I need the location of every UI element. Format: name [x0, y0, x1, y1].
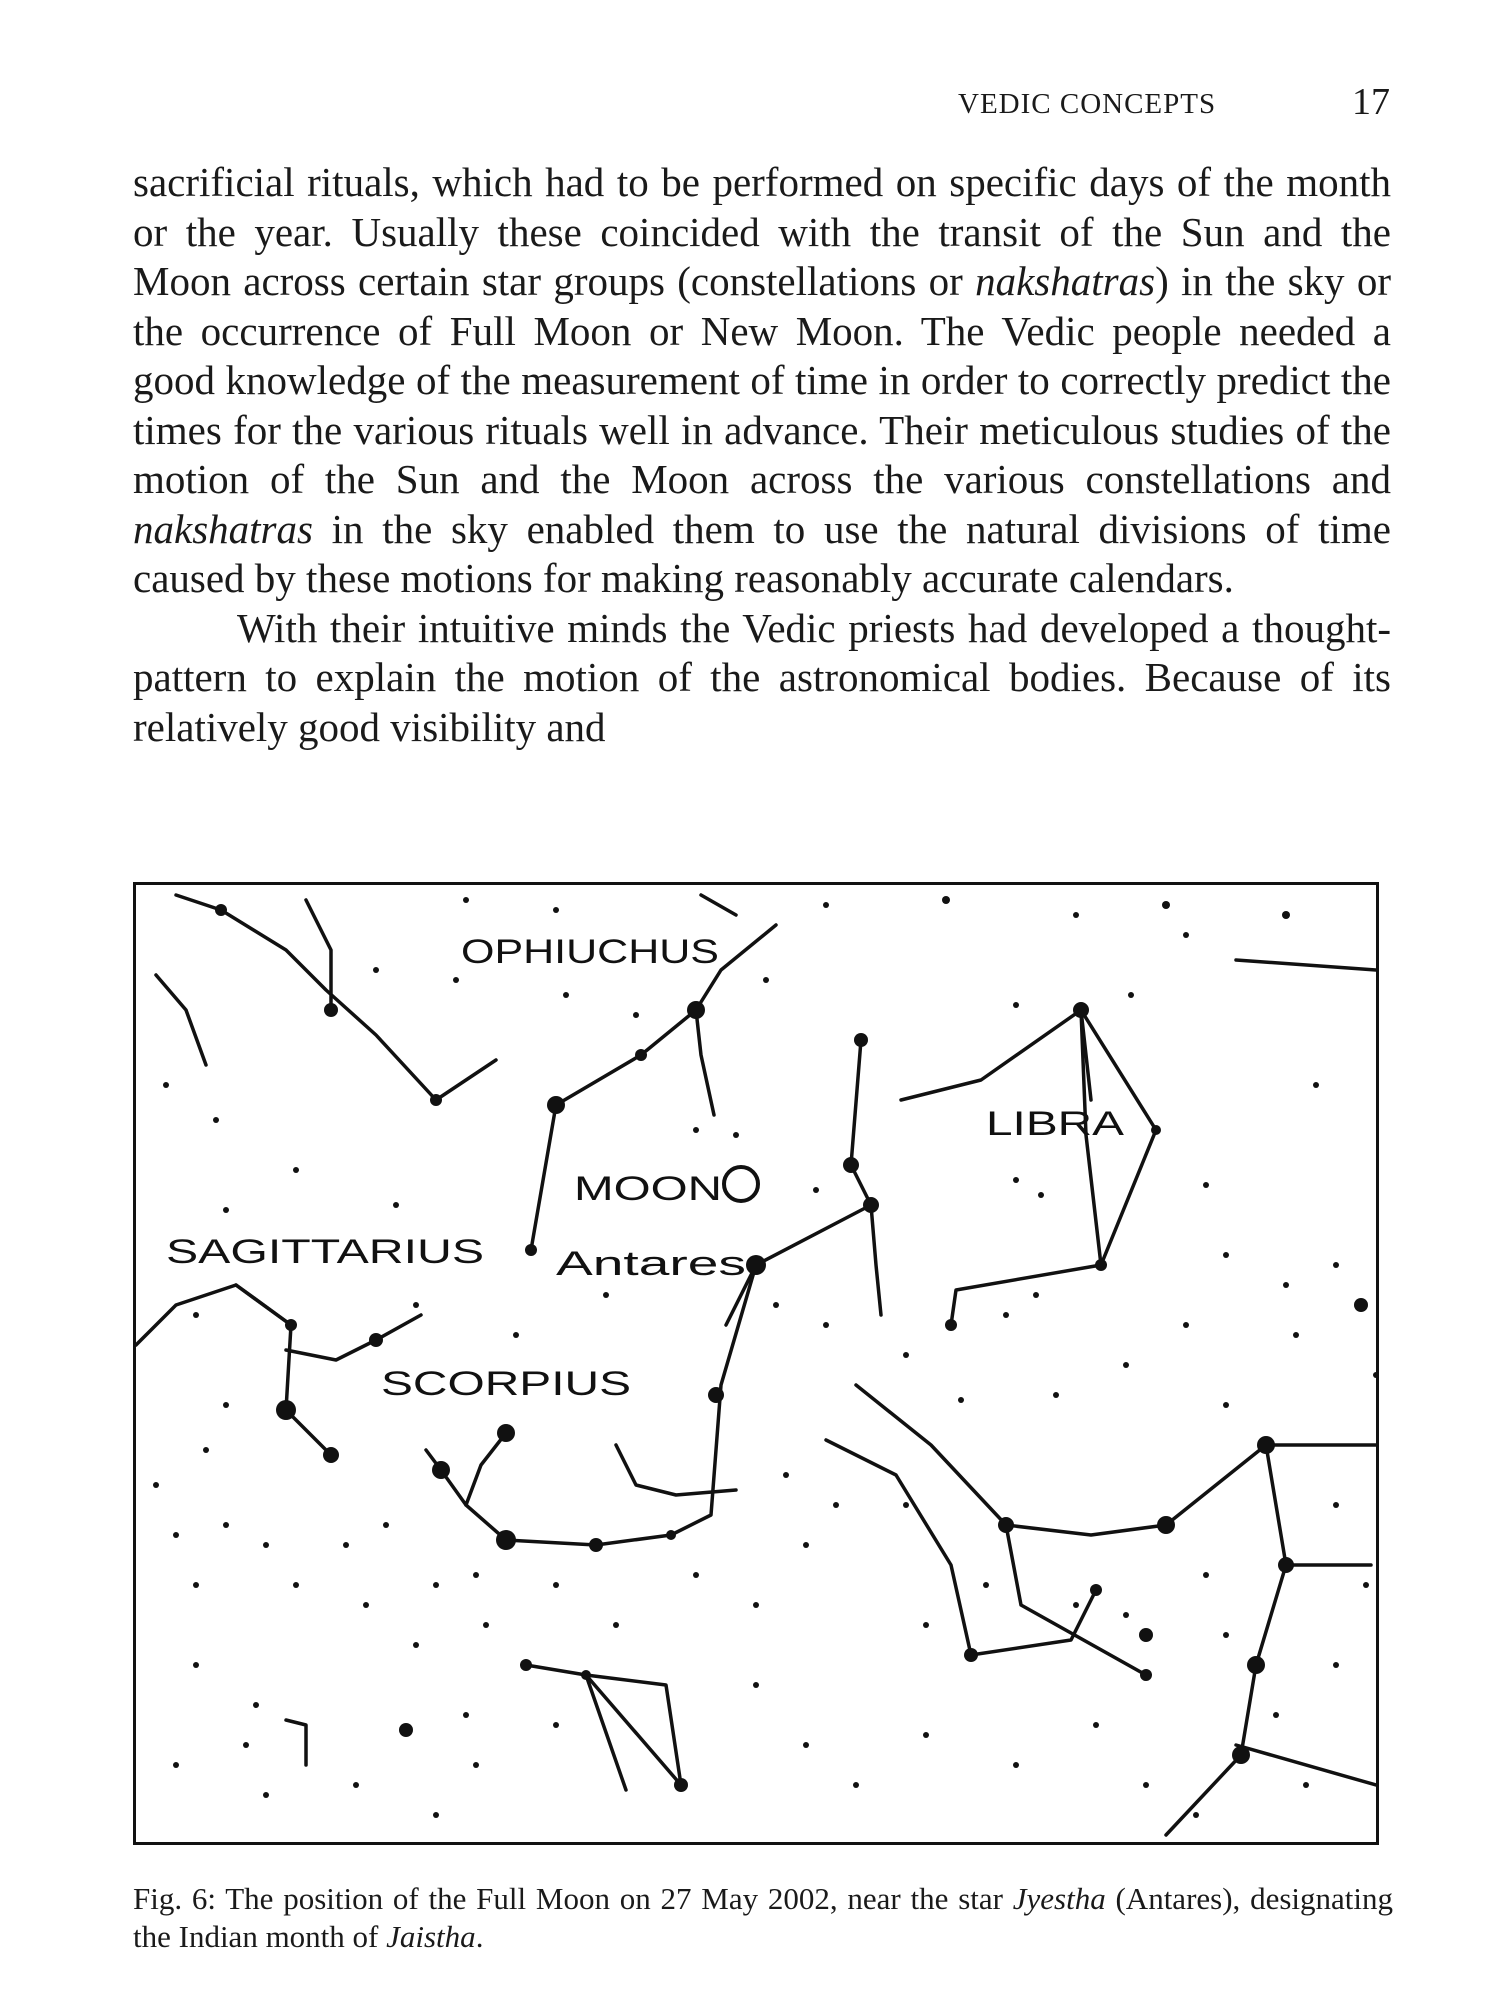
star — [413, 1302, 419, 1308]
star — [753, 1602, 759, 1608]
star — [1293, 1332, 1299, 1338]
libra-line-d — [951, 1265, 1101, 1325]
star — [324, 1003, 338, 1017]
star — [1313, 1082, 1319, 1088]
label-scorpius: SCORPIUS — [381, 1365, 631, 1403]
star — [383, 1522, 389, 1528]
lower-right-line-e — [1166, 1565, 1286, 1835]
star — [1333, 1662, 1339, 1668]
star — [1128, 992, 1134, 998]
star — [958, 1397, 964, 1403]
sagittarius-line-a — [136, 1285, 331, 1455]
faint-stars — [153, 896, 1376, 1818]
star — [589, 1538, 603, 1552]
star — [285, 1319, 297, 1331]
label-moon: MOON — [574, 1170, 722, 1208]
star — [433, 1812, 439, 1818]
star — [353, 1782, 359, 1788]
star — [520, 1659, 532, 1671]
star — [193, 1312, 199, 1318]
scorpius-line-a — [851, 1040, 871, 1205]
star — [393, 1202, 399, 1208]
star — [553, 907, 559, 913]
star — [173, 1762, 179, 1768]
star — [1363, 1582, 1369, 1588]
star — [293, 1167, 299, 1173]
star — [1038, 1192, 1044, 1198]
star — [1333, 1262, 1339, 1268]
star — [263, 1542, 269, 1548]
star — [923, 1622, 929, 1628]
star — [1143, 1782, 1149, 1788]
star — [903, 1502, 909, 1508]
star — [708, 1387, 724, 1403]
star — [666, 1530, 676, 1540]
star — [193, 1582, 199, 1588]
star — [163, 1082, 169, 1088]
figure-caption: Fig. 6: The position of the Full Moon on 27 May 2002, near the star Jyestha (Antares), designating the Indian month of Jaistha. — [133, 1881, 1393, 1954]
star — [496, 1530, 516, 1550]
sagittarius-line-c — [236, 1285, 291, 1325]
right-edge-line — [1236, 960, 1376, 970]
ophiuchus-line-a — [176, 895, 436, 1100]
running-head-section: VEDIC CONCEPTS — [958, 88, 1217, 120]
label-antares: Antares — [556, 1245, 746, 1283]
italic-term: Jaistha — [386, 1919, 476, 1954]
label-ophiuchus: OPHIUCHUS — [461, 933, 719, 971]
star — [497, 1424, 515, 1442]
star — [1354, 1298, 1368, 1312]
star — [473, 1572, 479, 1578]
lower-left-line-a — [526, 1665, 681, 1790]
star — [1073, 1602, 1079, 1608]
star — [399, 1723, 413, 1737]
moon-icon — [724, 1167, 758, 1201]
star — [413, 1642, 419, 1648]
star — [1223, 1632, 1229, 1638]
star — [547, 1096, 565, 1114]
star — [1273, 1712, 1279, 1718]
star — [1223, 1252, 1229, 1258]
bottom-star-line — [286, 1720, 306, 1765]
star — [923, 1732, 929, 1738]
ophiuchus-line-b — [306, 900, 331, 1010]
star — [1257, 1436, 1275, 1454]
star — [563, 992, 569, 998]
star — [483, 1622, 489, 1628]
star — [525, 1244, 537, 1256]
star — [1282, 911, 1290, 919]
bright-stars — [215, 904, 1368, 1792]
star — [263, 1792, 269, 1798]
star — [463, 1712, 469, 1718]
star — [733, 1132, 739, 1138]
star — [1203, 1182, 1209, 1188]
star — [603, 1292, 609, 1298]
star — [293, 1582, 299, 1588]
star — [1232, 1746, 1250, 1764]
star — [783, 1472, 789, 1478]
italic-term: nakshatras — [975, 258, 1156, 304]
star — [945, 1319, 957, 1331]
ophiuchus-line-c — [436, 1060, 496, 1100]
star — [1283, 1282, 1289, 1288]
star — [1183, 1322, 1189, 1328]
star — [635, 1049, 647, 1061]
star — [693, 1127, 699, 1133]
star — [693, 1572, 699, 1578]
star — [193, 1662, 199, 1668]
star — [687, 1001, 705, 1019]
lower-right-line-f — [1236, 1745, 1376, 1785]
scorpius-line-d — [426, 1265, 756, 1545]
ophiuchus-line-g — [701, 895, 736, 915]
star — [153, 1482, 159, 1488]
lower-right-line-c — [1006, 1445, 1376, 1535]
constellation-lines — [136, 895, 1376, 1835]
star — [753, 1682, 759, 1688]
star — [1247, 1656, 1265, 1674]
star — [432, 1461, 450, 1479]
star — [1140, 1669, 1152, 1681]
star — [746, 1255, 766, 1275]
star — [998, 1517, 1014, 1533]
star — [223, 1402, 229, 1408]
star — [1033, 1292, 1039, 1298]
star — [674, 1778, 688, 1792]
star — [854, 1033, 868, 1047]
italic-term: nakshatras — [133, 505, 313, 552]
star — [1093, 1722, 1099, 1728]
star — [633, 1012, 639, 1018]
star — [373, 967, 379, 973]
star — [203, 1447, 209, 1453]
star — [863, 1197, 879, 1213]
left-edge-line — [156, 975, 206, 1065]
star — [463, 897, 469, 903]
star — [430, 1094, 442, 1106]
star — [1090, 1584, 1102, 1596]
star — [553, 1582, 559, 1588]
label-sagittarius: SAGITTARIUS — [166, 1233, 484, 1271]
star — [369, 1333, 383, 1347]
star — [213, 1117, 219, 1123]
body-text — [133, 158, 1391, 752]
italic-term: Jyestha — [1012, 1881, 1106, 1916]
star — [343, 1542, 349, 1548]
star — [1303, 1782, 1309, 1788]
star — [1373, 1372, 1376, 1378]
star — [1203, 1572, 1209, 1578]
star — [803, 1542, 809, 1548]
scorpius-line-c — [871, 1205, 881, 1315]
star — [1193, 1812, 1199, 1818]
star — [323, 1447, 339, 1463]
star — [1162, 901, 1170, 909]
star — [1003, 1312, 1009, 1318]
star — [473, 1762, 479, 1768]
star — [1157, 1516, 1175, 1534]
scorpius-line-e — [466, 1433, 506, 1505]
star — [853, 1782, 859, 1788]
star — [223, 1522, 229, 1528]
lower-right-line-d — [1266, 1445, 1371, 1565]
star — [433, 1582, 439, 1588]
star-chart-svg — [136, 885, 1376, 1842]
star — [1053, 1392, 1059, 1398]
star — [581, 1670, 591, 1680]
star — [763, 977, 769, 983]
star — [453, 977, 459, 983]
page-number: 17 — [1352, 81, 1390, 123]
star — [833, 1502, 839, 1508]
star — [1223, 1402, 1229, 1408]
star — [983, 1582, 989, 1588]
star — [1183, 932, 1189, 938]
star — [1139, 1628, 1153, 1642]
star — [243, 1742, 249, 1748]
star — [1278, 1557, 1294, 1573]
star — [363, 1602, 369, 1608]
star-chart-figure — [133, 882, 1379, 1845]
star — [223, 1207, 229, 1213]
star — [1151, 1125, 1161, 1135]
star — [1013, 1762, 1019, 1768]
star — [1123, 1612, 1129, 1618]
star — [823, 902, 829, 908]
paragraph-2: With their intuitive minds the Vedic priests had developed a thought-pattern to explain the motion of the astronomical bodies. Because of its relatively good visibility and — [133, 604, 1391, 750]
star — [1013, 1177, 1019, 1183]
star — [823, 1322, 829, 1328]
paragraph-1: sacrificial rituals, which had to be performed on specific days of the month or the year. Usually these coincided with the transit of the Sun and the Moon across certain star groups (constellations or nakshatras) in the sky or the occurrence of Full Moon or New Moon. The Vedic people needed a good knowledge of the measurement of time in order to correctly predict the times for the various rituals well in advance. Their meticulous studies of the motion of the Sun and the Moon across the various constellations and nakshatras in the sky enabled them to use the natural divisions of time caused by these motions for making reasonably accurate calendars. — [133, 159, 1391, 601]
star — [215, 904, 227, 916]
star — [513, 1332, 519, 1338]
star — [613, 1622, 619, 1628]
star — [173, 1532, 179, 1538]
star — [813, 1187, 819, 1193]
star — [773, 1302, 779, 1308]
star — [553, 1722, 559, 1728]
star — [803, 1742, 809, 1748]
star — [843, 1157, 859, 1173]
star — [1073, 912, 1079, 918]
ophiuchus-line-e — [531, 1105, 556, 1250]
star — [903, 1352, 909, 1358]
lower-left-line-b — [616, 1445, 736, 1495]
star — [1013, 1002, 1019, 1008]
star — [253, 1702, 259, 1708]
star — [964, 1648, 978, 1662]
star — [1123, 1362, 1129, 1368]
star — [276, 1400, 296, 1420]
label-libra: LIBRA — [986, 1105, 1125, 1143]
star — [1073, 1002, 1089, 1018]
star — [1095, 1259, 1107, 1271]
sagittarius-line-b — [286, 1315, 421, 1360]
star — [1333, 1502, 1339, 1508]
ophiuchus-line-f — [696, 1010, 714, 1115]
star — [942, 896, 950, 904]
